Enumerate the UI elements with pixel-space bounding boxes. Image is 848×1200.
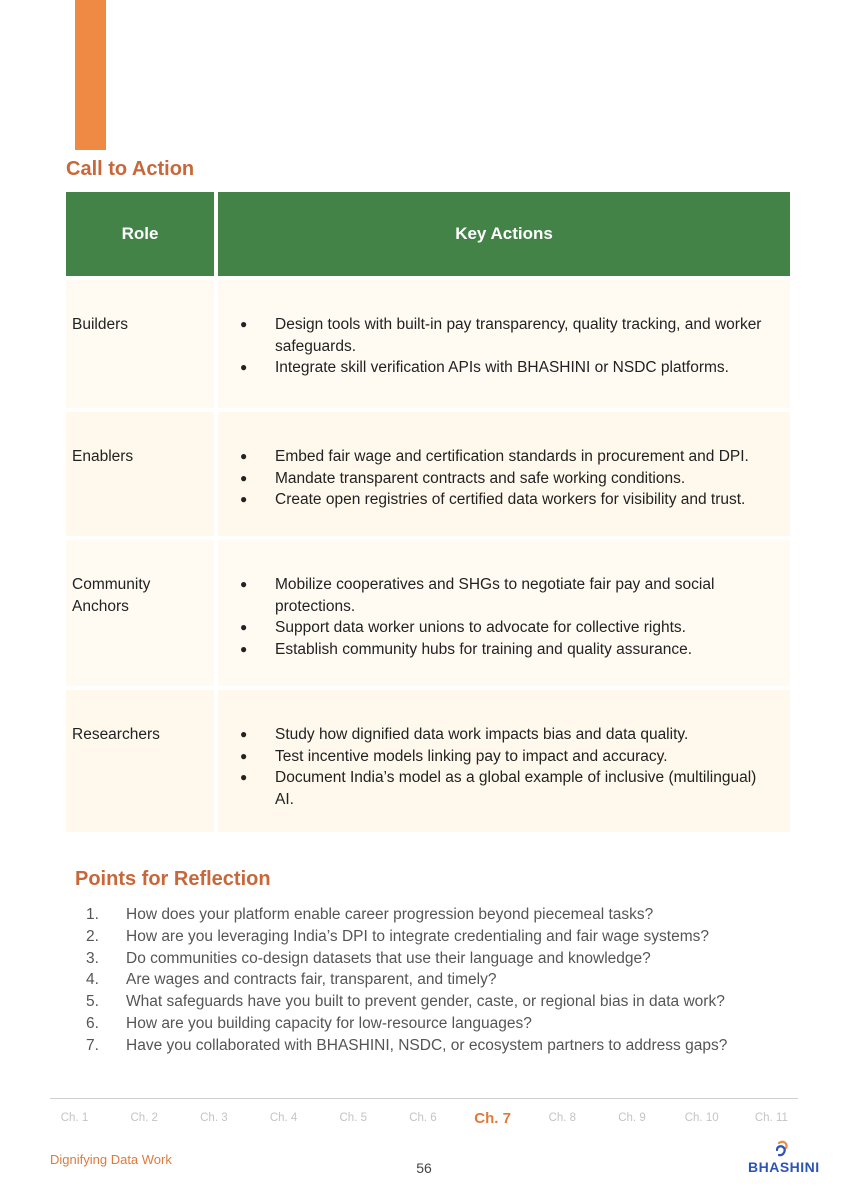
item-number: 3.: [86, 949, 99, 967]
bhashini-emblem-icon: [774, 1140, 790, 1158]
item-number: 7.: [86, 1036, 99, 1054]
key-actions-header: Key Actions: [218, 192, 790, 280]
action-item: ● Create open registries of certified data workers for visibility and trust.: [238, 489, 776, 511]
chapter-link-11[interactable]: Ch. 11: [754, 1112, 788, 1124]
item-number: 4.: [86, 971, 99, 989]
page-number: 56: [416, 1160, 432, 1176]
action-item: ● Study how dignified data work impacts bias and data quality.: [238, 724, 776, 746]
table-row: [66, 540, 790, 690]
list-item: [86, 991, 727, 1013]
actions-cell: [218, 280, 790, 412]
chapter-link-4[interactable]: Ch. 4: [269, 1112, 298, 1124]
document-title: Dignifying Data Work: [50, 1152, 172, 1167]
action-item: ● Establish community hubs for training and quality assurance.: [238, 639, 776, 661]
item-text: What safeguards have you built to prevent gender, caste, or regional bias in data work?: [126, 993, 725, 1011]
reflection-list: [86, 904, 727, 1057]
action-item: ● Mandate transparent contracts and safe working conditions.: [238, 468, 776, 490]
chapter-link-3[interactable]: Ch. 3: [200, 1112, 228, 1124]
reflection-title: Points for Reflection: [75, 868, 271, 890]
chapter-nav: [40, 1112, 806, 1127]
table-header-row: [66, 192, 790, 280]
role-cell: Builders: [66, 280, 214, 412]
action-item: ● Test incentive models linking pay to impact and accuracy.: [238, 746, 776, 768]
role-header: Role: [66, 192, 214, 280]
call-to-action-table: [62, 192, 794, 836]
bhashini-logo: [748, 1140, 820, 1175]
chapter-link-5[interactable]: Ch. 5: [339, 1112, 367, 1124]
list-item: [86, 904, 727, 926]
call-to-action-title: Call to Action: [66, 158, 195, 180]
actions-cell: [218, 540, 790, 690]
table-row: [66, 280, 790, 412]
item-text: Have you collaborated with BHASHINI, NSDC, or ecosystem partners to address gaps?: [126, 1036, 728, 1054]
action-item: ● Document India’s model as a global example of inclusive (multilingual) AI.: [238, 767, 776, 810]
list-item: [86, 1035, 727, 1057]
chapter-link-2[interactable]: Ch. 2: [130, 1112, 158, 1124]
table-row: [66, 690, 790, 836]
role-cell: Researchers: [66, 690, 214, 836]
logo-wordmark: BHASHINI: [748, 1159, 820, 1175]
role-cell: Enablers: [66, 412, 214, 540]
item-text: How does your platform enable career progression beyond piecemeal tasks?: [126, 906, 654, 923]
item-number: 5.: [86, 993, 99, 1011]
list-item: [86, 969, 727, 991]
item-number: 6.: [86, 1014, 99, 1032]
action-item: ● Mobilize cooperatives and SHGs to negotiate fair pay and social protections.: [238, 574, 776, 617]
item-text: Do communities co-design datasets that use their language and knowledge?: [126, 949, 651, 967]
actions-cell: [218, 412, 790, 540]
item-number: 1.: [86, 906, 99, 923]
item-text: Are wages and contracts fair, transparent, and timely?: [126, 971, 497, 989]
chapter-link-6[interactable]: Ch. 6: [409, 1112, 437, 1124]
action-item: ● Design tools with built-in pay transparency, quality tracking, and worker safeguards.: [238, 314, 776, 357]
action-item: ● Embed fair wage and certification standards in procurement and DPI.: [238, 446, 776, 468]
item-number: 2.: [86, 927, 99, 945]
accent-bar: [75, 0, 106, 150]
actions-cell: [218, 690, 790, 836]
chapter-link-7-active[interactable]: Ch. 7: [474, 1110, 511, 1127]
list-item: [86, 948, 727, 970]
item-text: How are you building capacity for low-resource languages?: [126, 1014, 532, 1032]
role-cell: Community Anchors: [66, 540, 214, 690]
list-item: [86, 1013, 727, 1035]
chapter-link-9[interactable]: Ch. 9: [618, 1112, 646, 1124]
chapter-link-10[interactable]: Ch. 10: [684, 1112, 719, 1124]
chapter-link-8[interactable]: Ch. 8: [548, 1112, 577, 1124]
footer-divider: [50, 1098, 798, 1099]
list-item: [86, 926, 727, 948]
action-item: ● Support data worker unions to advocate for collective rights.: [238, 617, 776, 639]
action-item: ● Integrate skill verification APIs with BHASHINI or NSDC platforms.: [238, 357, 776, 379]
item-text: How are you leveraging India’s DPI to integrate credentialing and fair wage systems?: [126, 927, 710, 945]
table-row: [66, 412, 790, 540]
chapter-link-1[interactable]: Ch. 1: [60, 1112, 89, 1124]
